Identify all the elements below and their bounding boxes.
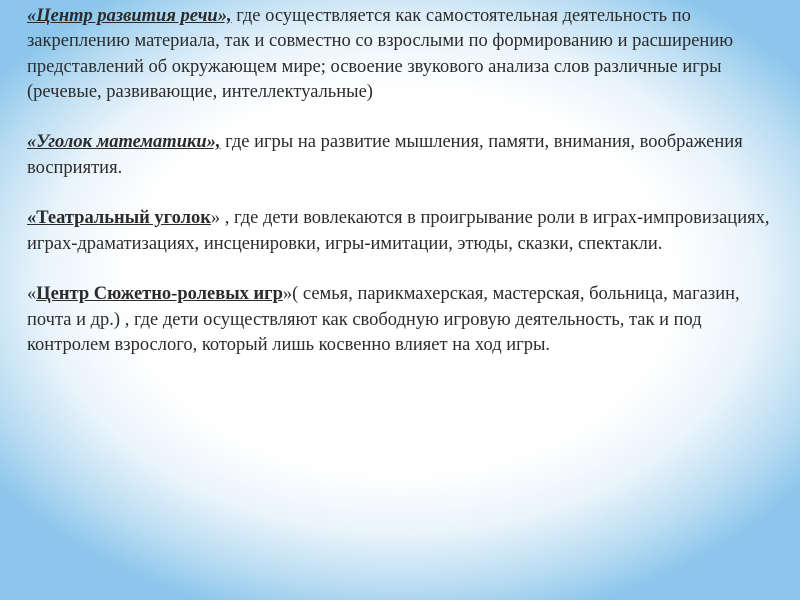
slide-text — [27, 4, 787, 383]
paragraph-role-play-center — [27, 282, 787, 358]
speech-center-title: «Центр развития речи», — [27, 6, 232, 26]
math-corner-body: где игры на развитие мышления, памяти, внимания, воображения восприятия. — [27, 132, 743, 178]
speech-center-body: где осуществляется как самостоятельная деятельность по закреплению материала, так и совместно со взрослыми по формированию и расширению представлений об окружающем мире; освоение звукового анализа слов различные игры (речевые, развивающие, интеллектуальные) — [27, 6, 734, 102]
role-play-prefix: « — [27, 284, 37, 305]
role-play-center-title: Центр Сюжетно-ролевых игр — [36, 284, 283, 305]
paragraph-theatre-corner — [27, 206, 787, 257]
math-corner-title: «Уголок математики», — [27, 132, 221, 153]
paragraph-speech-center — [27, 4, 787, 105]
theatre-corner-title: «Театральный уголок — [27, 208, 211, 229]
paragraph-math-corner — [27, 130, 787, 181]
role-play-center-body: »( семья, парикмахерская, мастерская, больница, магазин, почта и др.) , где дети осуществляют как свободную игровую деятельность, так и под контролем взрослого, который лишь косвенно влияет на ход игры. — [27, 284, 740, 355]
theatre-corner-body: » , где дети вовлекаются в проигрывание роли в играх-импровизациях, играх-драматизациях, инсценировки, игры-имитации, этюды, сказки, спектакли. — [27, 208, 770, 254]
